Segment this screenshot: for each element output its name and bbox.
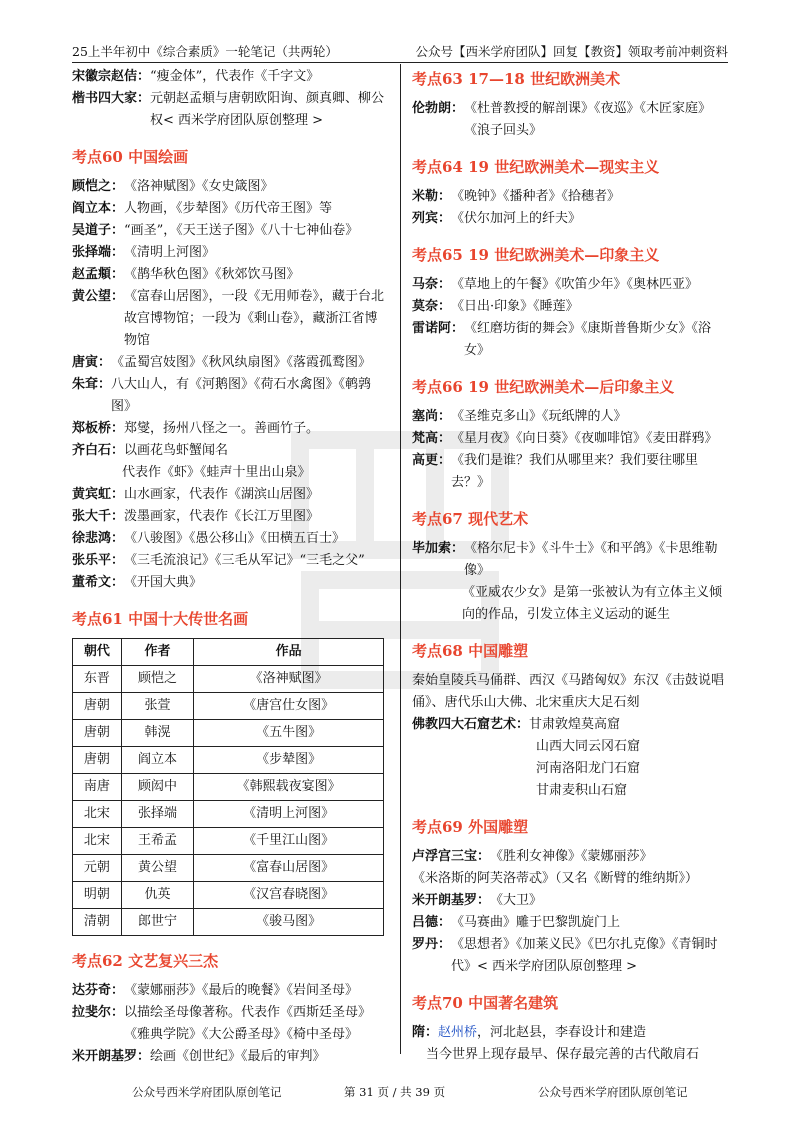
- table-header-cell: 朝代: [73, 639, 122, 666]
- section-title: 考点64 19 世纪欧洲美术—现实主义: [412, 158, 660, 176]
- entry-row: 楷书四大家： 元朝赵孟頫与唐朝欧阳询、颜真卿、柳公权< 西米学府团队原创整理 >: [72, 91, 385, 128]
- table-cell: 南唐: [73, 774, 122, 801]
- entry-row: 张大千： 泼墨画家，代表作《长江万里图》: [72, 509, 320, 524]
- entry-row: 顾恺之： 《洛神赋图》《女史箴图》: [72, 179, 274, 194]
- section-title: 考点60 中国绘画: [72, 148, 189, 166]
- table-row: [73, 801, 384, 828]
- entry-row: 郑板桥： 郑燮，扬州八怪之一。善画竹子。: [72, 421, 320, 436]
- entry-continuation: 代表作《虾》《蛙声十里出山泉》: [122, 465, 311, 480]
- paintings-table: [72, 638, 384, 936]
- entry-row: 米开朗基罗： 《大卫》: [412, 893, 543, 908]
- table-row: [73, 720, 384, 747]
- table-header-row: [73, 639, 384, 666]
- entry-row: 卢浮宫三宝： 《胜利女神像》《蒙娜丽莎》: [412, 849, 653, 864]
- entry-row: 马奈： 《草地上的午餐》《吹笛少年》《奥林匹亚》: [412, 277, 699, 292]
- table-cell: 唐朝: [73, 747, 122, 774]
- table-cell: 《骏马图》: [194, 909, 384, 936]
- table-cell: 《汉宫春晓图》: [194, 882, 384, 909]
- table-row: [73, 855, 384, 882]
- section-title: 考点68 中国雕塑: [412, 642, 529, 660]
- table-cell: 张萱: [121, 693, 193, 720]
- table-cell: 《清明上河图》: [194, 801, 384, 828]
- table-cell: 张择端: [121, 801, 193, 828]
- table-cell: 仇英: [121, 882, 193, 909]
- table-header-cell: 作者: [121, 639, 193, 666]
- table-cell: 《韩熙载夜宴图》: [194, 774, 384, 801]
- footer-left-text: 公众号西米学府团队原创笔记: [132, 1085, 282, 1099]
- section-title: 考点63 17—18 世纪欧洲美术: [412, 70, 621, 88]
- table-cell: 阎立本: [121, 747, 193, 774]
- table-row: [73, 882, 384, 909]
- table-cell: 《唐宫仕女图》: [194, 693, 384, 720]
- entry-row: 赵孟頫： 《鹊华秋色图》《秋郊饮马图》: [72, 267, 300, 282]
- table-cell: 《五牛图》: [194, 720, 384, 747]
- entry-row: 宋徽宗赵佶： “瘦金体”，代表作《千字文》: [72, 69, 320, 84]
- section-title: 考点62 文艺复兴三杰: [72, 952, 219, 970]
- entry-row: 吕德： 《马赛曲》雕于巴黎凯旋门上: [412, 915, 621, 930]
- table-row: [73, 909, 384, 936]
- table-row: [73, 666, 384, 693]
- entry-continuation: 《亚威农少女》是第一张被认为有立体主义倾向的作品，引发立体主义运动的诞生: [462, 585, 723, 622]
- entry-row: 徐悲鸿： 《八骏图》《愚公移山》《田横五百士》: [72, 531, 346, 546]
- entry-row: 唐寅： 《孟蜀宫妓图》《秋风纨扇图》《落霞孤鹜图》: [72, 355, 372, 370]
- paragraph: 秦始皇陵兵马俑群、西汉《马踏匈奴》东汉《击鼓说唱俑》、唐代乐山大佛、北宋重庆大足石刻: [412, 673, 725, 710]
- table-row: [73, 693, 384, 720]
- table-cell: 黄公望: [121, 855, 193, 882]
- table-cell: 顾恺之: [121, 666, 193, 693]
- table-cell: 郎世宁: [121, 909, 193, 936]
- table-header-cell: 作品: [194, 639, 384, 666]
- table-cell: 元朝: [73, 855, 122, 882]
- table-cell: 《富春山居图》: [194, 855, 384, 882]
- entry-row: 高更： 《我们是谁？我们从哪里来？我们要往哪里去？》: [412, 453, 699, 490]
- header-left-text: 25上半年初中《综合素质》一轮笔记（共两轮）: [72, 44, 338, 59]
- entry-row: 米勒： 《晚钟》《播种者》《拾穗者》: [412, 189, 621, 204]
- entry-row: 黄宾虹： 山水画家，代表作《湖滨山居图》: [72, 487, 320, 502]
- entry-row: 伦勃朗： 《杜普教授的解剖课》《夜巡》《木匠家庭》《浪子回头》: [412, 101, 712, 138]
- column-divider: [400, 64, 401, 1054]
- table-cell: 顾闳中: [121, 774, 193, 801]
- list-item: 甘肃麦积山石窟: [536, 783, 628, 798]
- entry-row: 列宾： 《伏尔加河上的纤夫》: [412, 211, 582, 226]
- entry-row: 张择端： 《清明上河图》: [72, 245, 216, 260]
- page-header: [72, 40, 728, 63]
- table-row: [73, 828, 384, 855]
- paragraph: 《米洛斯的阿芙洛蒂忒》（又名《断臂的维纳斯》）: [412, 871, 699, 886]
- entry-row: 毕加索： 《格尔尼卡》《斗牛士》《和平鸽》《卡思维勒像》: [412, 541, 718, 578]
- entry-row: 拉斐尔： 以描绘圣母像著称。代表作《西斯廷圣母》《雅典学院》《大公爵圣母》《椅中圣母》: [72, 1005, 372, 1042]
- entry-row: 雷诺阿： 《红磨坊街的舞会》《康斯普鲁斯少女》《浴女》: [412, 321, 712, 358]
- footer-right-text: 公众号西米学府团队原创笔记: [538, 1085, 688, 1099]
- entry-row: 隋： 赵州桥，河北赵县，李春设计和建造: [412, 1025, 647, 1040]
- entry-row: 达芬奇： 《蒙娜丽莎》《最后的晚餐》《岩间圣母》: [72, 983, 359, 998]
- table-row: [73, 747, 384, 774]
- entry-row: 董希文： 《开国大典》: [72, 575, 203, 590]
- entry-row: 黄公望： 《富春山居图》，一段《无用师卷》，藏于台北故宫博物馆；一段为《剩山卷》，藏浙江省博物馆: [72, 289, 385, 348]
- entry-row: 罗丹： 《思想者》《加莱义民》《巴尔扎克像》《青铜时代》< 西米学府团队原创整理 >: [412, 937, 718, 974]
- table-cell: 唐朝: [73, 693, 122, 720]
- table-cell: 明朝: [73, 882, 122, 909]
- table-cell: 清朝: [73, 909, 122, 936]
- entry-row: 佛教四大石窟艺术： 甘肃敦煌莫高窟: [412, 717, 621, 732]
- list-item: 河南洛阳龙门石窟: [536, 761, 641, 776]
- entry-row: 齐白石： 以画花鸟虾蟹闻名: [72, 443, 229, 458]
- section-title: 考点61 中国十大传世名画: [72, 610, 249, 628]
- entry-row: 阎立本： 人物画，《步辇图》《历代帝王图》等: [72, 201, 333, 216]
- entry-row: 吴道子： “画圣”，《天王送子图》《八十七神仙卷》: [72, 223, 359, 238]
- section-title: 考点67 现代艺术: [412, 510, 529, 528]
- entry-row: 米开朗基罗： 绘画《创世纪》《最后的审判》: [72, 1049, 326, 1064]
- table-cell: 北宋: [73, 801, 122, 828]
- entry-row: 张乐平： 《三毛流浪记》《三毛从军记》“三毛之父”: [72, 553, 365, 568]
- table-cell: 《千里江山图》: [194, 828, 384, 855]
- list-item: 山西大同云冈石窟: [536, 739, 641, 754]
- entry-row: 塞尚： 《圣维克多山》《玩纸牌的人》: [412, 409, 627, 424]
- table-cell: 《洛神赋图》: [194, 666, 384, 693]
- section-title: 考点66 19 世纪欧洲美术—后印象主义: [412, 378, 675, 396]
- table-cell: 唐朝: [73, 720, 122, 747]
- page-number: 第 31 页 / 共 39 页: [344, 1085, 446, 1099]
- entry-row: 莫奈： 《日出·印象》《睡莲》: [412, 299, 579, 314]
- header-right-text: 公众号【西米学府团队】回复【教资】领取考前冲刺资料: [415, 44, 728, 59]
- table-cell: 王希孟: [121, 828, 193, 855]
- entry-row: 梵高： 《星月夜》《向日葵》《夜咖啡馆》《麦田群鸦》: [412, 431, 718, 446]
- table-row: [73, 774, 384, 801]
- table-cell: 北宋: [73, 828, 122, 855]
- entry-continuation: 当今世界上现存最早、保存最完善的古代敞肩石: [426, 1047, 700, 1062]
- right-column: [412, 66, 730, 1066]
- table-cell: 《步辇图》: [194, 747, 384, 774]
- table-cell: 东晋: [73, 666, 122, 693]
- section-title: 考点69 外国雕塑: [412, 818, 529, 836]
- entry-row: 朱耷： 八大山人，有《河鹅图》《荷石水禽图》《鹌鹑图》: [72, 377, 372, 414]
- left-column: [72, 66, 390, 1068]
- bridge-link: 赵州桥: [438, 1025, 478, 1040]
- section-title: 考点65 19 世纪欧洲美术—印象主义: [412, 246, 660, 264]
- table-cell: 韩滉: [121, 720, 193, 747]
- section-title: 考点70 中国著名建筑: [412, 994, 559, 1012]
